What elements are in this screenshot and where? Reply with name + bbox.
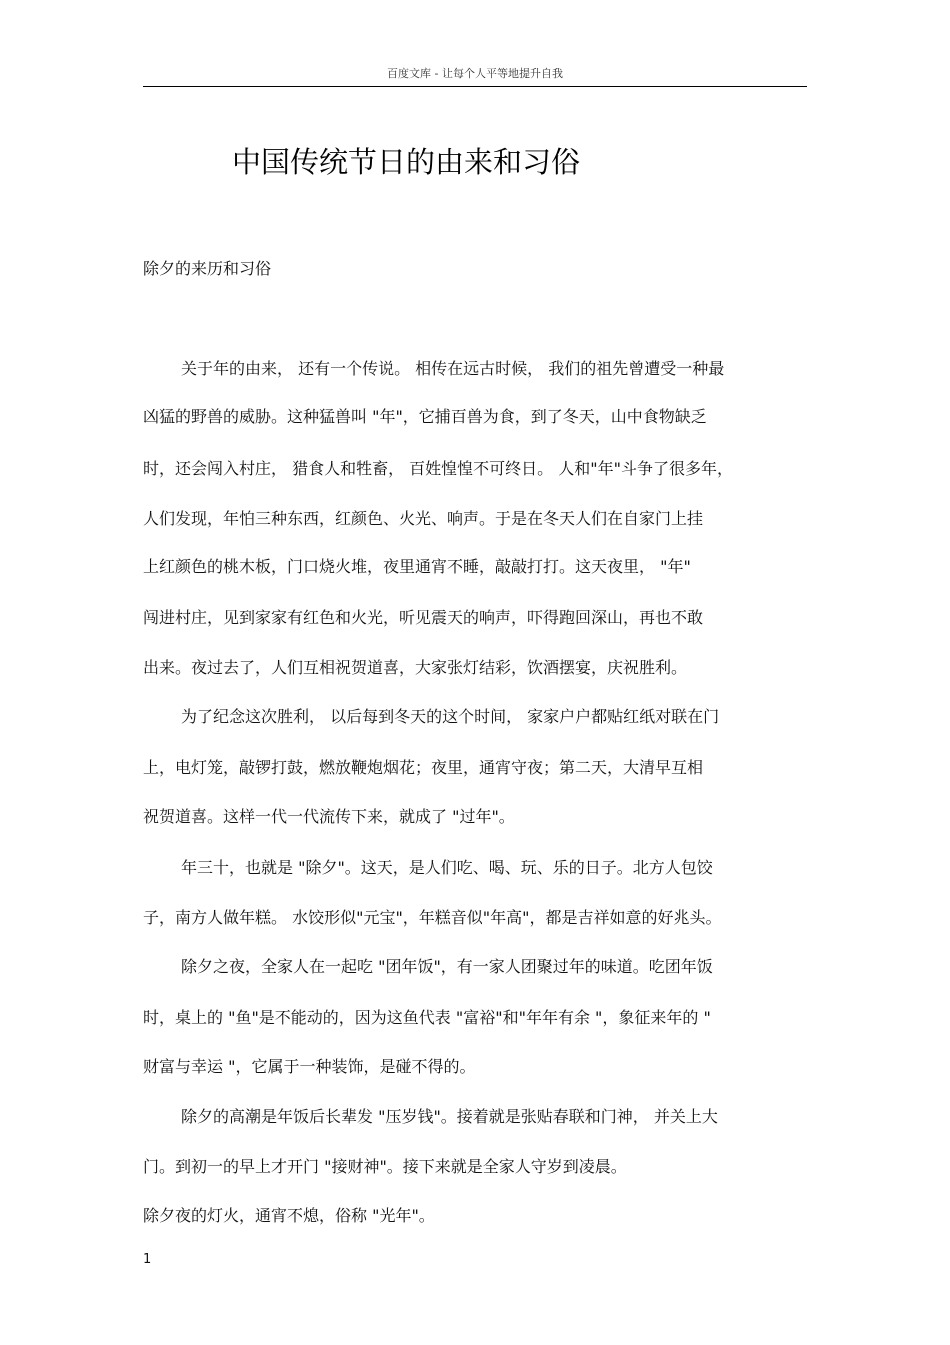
body-line: 凶猛的野兽的威胁。这种猛兽叫 "年"，它捕百兽为食，到了冬天，山中食物缺乏 [143,407,707,426]
body-line: 为了纪念这次胜利， 以后每到冬天的这个时间， 家家户户都贴红纸对联在门 [181,707,720,726]
body-line: 上，电灯笼，敲锣打鼓，燃放鞭炮烟花；夜里，通宵守夜；第二天，大清早互相 [143,758,704,777]
header-text: 百度文库 - 让每个人平等地提升自我 [387,67,563,80]
body-line: 财富与幸运 "，它属于一种装饰，是碰不得的。 [143,1057,476,1076]
body-line: 除夕之夜，全家人在一起吃 "团年饭"，有一家人团聚过年的味道。吃团年饭 [181,957,713,976]
body-line: 年三十，也就是 "除夕"。这天，是人们吃、喝、玩、乐的日子。北方人包饺 [181,858,713,877]
body-line: 闯进村庄，见到家家有红色和火光，听见震天的响声，吓得跑回深山，再也不敢 [143,608,704,627]
body-line: 祝贺道喜。这样一代一代流传下来，就成了 "过年"。 [143,807,515,826]
page-number: 1 [143,1252,152,1267]
body-line: 子，南方人做年糕。 水饺形似"元宝"，年糕音似"年高"，都是吉祥如意的好兆头。 [143,908,722,927]
body-line: 除夕夜的灯火，通宵不熄，俗称 "光年"。 [143,1206,435,1225]
body-line: 人们发现，年怕三种东西，红颜色、火光、响声。于是在冬天人们在自家门上挂 [143,509,704,528]
body-line: 上红颜色的桃木板，门口烧火堆，夜里通宵不睡，敲敲打打。这天夜里， "年" [143,557,691,576]
section-heading: 除夕的来历和习俗 [143,259,272,278]
body-line: 时，桌上的 "鱼"是不能动的，因为这鱼代表 "富裕"和"年年有余 "，象征来年的 " [143,1008,711,1027]
body-line: 除夕的高潮是年饭后长辈发 "压岁钱"。接着就是张贴春联和门神， 并关上大 [181,1107,718,1126]
body-line: 关于年的由来， 还有一个传说。 相传在远古时候， 我们的祖先曾遭受一种最 [181,359,725,378]
body-line: 时，还会闯入村庄， 猎食人和牲畜， 百姓惶惶不可终日。 人和"年"斗争了很多年， [143,459,733,478]
body-line: 出来。夜过去了，人们互相祝贺道喜，大家张灯结彩，饮酒摆宴，庆祝胜利。 [143,658,688,677]
page-header [143,66,807,87]
body-line: 门。到初一的早上才开门 "接财神"。接下来就是全家人守岁到凌晨。 [143,1157,627,1176]
document-title: 中国传统节日的由来和习俗 [232,145,581,179]
